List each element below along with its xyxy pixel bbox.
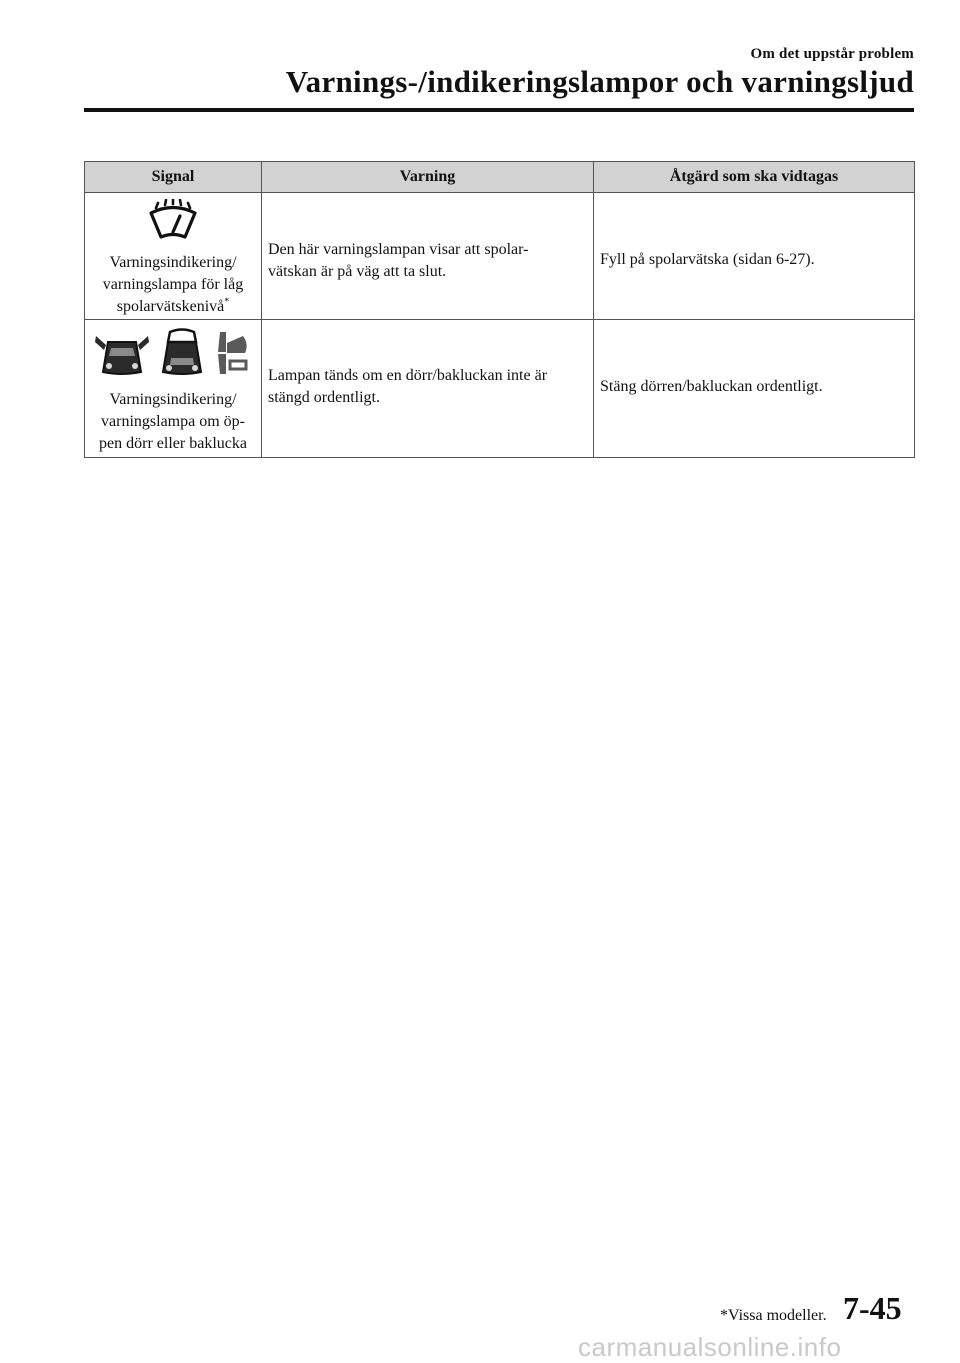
signal-label-line: Varningsindikering/ <box>109 391 237 408</box>
table-row <box>85 193 915 320</box>
warning-text-line: vätskan är på väg att ta slut. <box>268 263 447 280</box>
signal-label-line: Varningsindikering/ <box>109 254 237 271</box>
signal-cell <box>85 320 262 458</box>
page-title: Varnings-/indikeringslampor och varningsljud <box>285 64 914 99</box>
footnote-mark: * <box>224 296 230 308</box>
car-trunk-open-icon <box>159 328 205 385</box>
column-header-warning: Varning <box>262 162 594 193</box>
section-title: Om det uppstår problem <box>750 46 914 62</box>
column-header-action: Åtgärd som ska vidtagas <box>594 162 915 193</box>
car-door-open-icon <box>93 328 151 385</box>
column-header-signal: Signal <box>85 162 262 193</box>
page-number: 7-45 <box>843 1290 902 1326</box>
table-header-row <box>85 162 915 193</box>
signal-label-line: spolarvätskenivå <box>116 298 225 315</box>
warning-text-line: stängd ordentligt. <box>268 389 380 406</box>
signal-label-line: pen dörr eller baklucka <box>99 435 247 452</box>
signal-label-line: varningslampa om öp- <box>101 413 245 430</box>
action-text: Stäng dörren/bakluckan ordentligt. <box>600 378 823 395</box>
title-rule <box>84 108 914 112</box>
warning-table <box>84 161 915 458</box>
action-text: Fyll på spolarvätska (sidan 6-27). <box>600 251 815 268</box>
watermark: carmanualsonline.info <box>578 1332 842 1362</box>
washer-fluid-icon <box>146 199 200 248</box>
door-open-icon <box>213 328 253 385</box>
warning-text-line: Den här varningslampan visar att spolar- <box>268 241 529 258</box>
action-cell <box>594 193 915 320</box>
footnote: *Vissa modeller. <box>720 1307 827 1324</box>
table-row <box>85 320 915 458</box>
signal-label-line: varningslampa för låg <box>102 276 244 293</box>
warning-text-line: Lampan tänds om en dörr/bakluckan inte är <box>268 367 548 384</box>
warning-cell <box>262 320 594 458</box>
signal-cell <box>85 193 262 320</box>
warning-cell <box>262 193 594 320</box>
action-cell <box>594 320 915 458</box>
